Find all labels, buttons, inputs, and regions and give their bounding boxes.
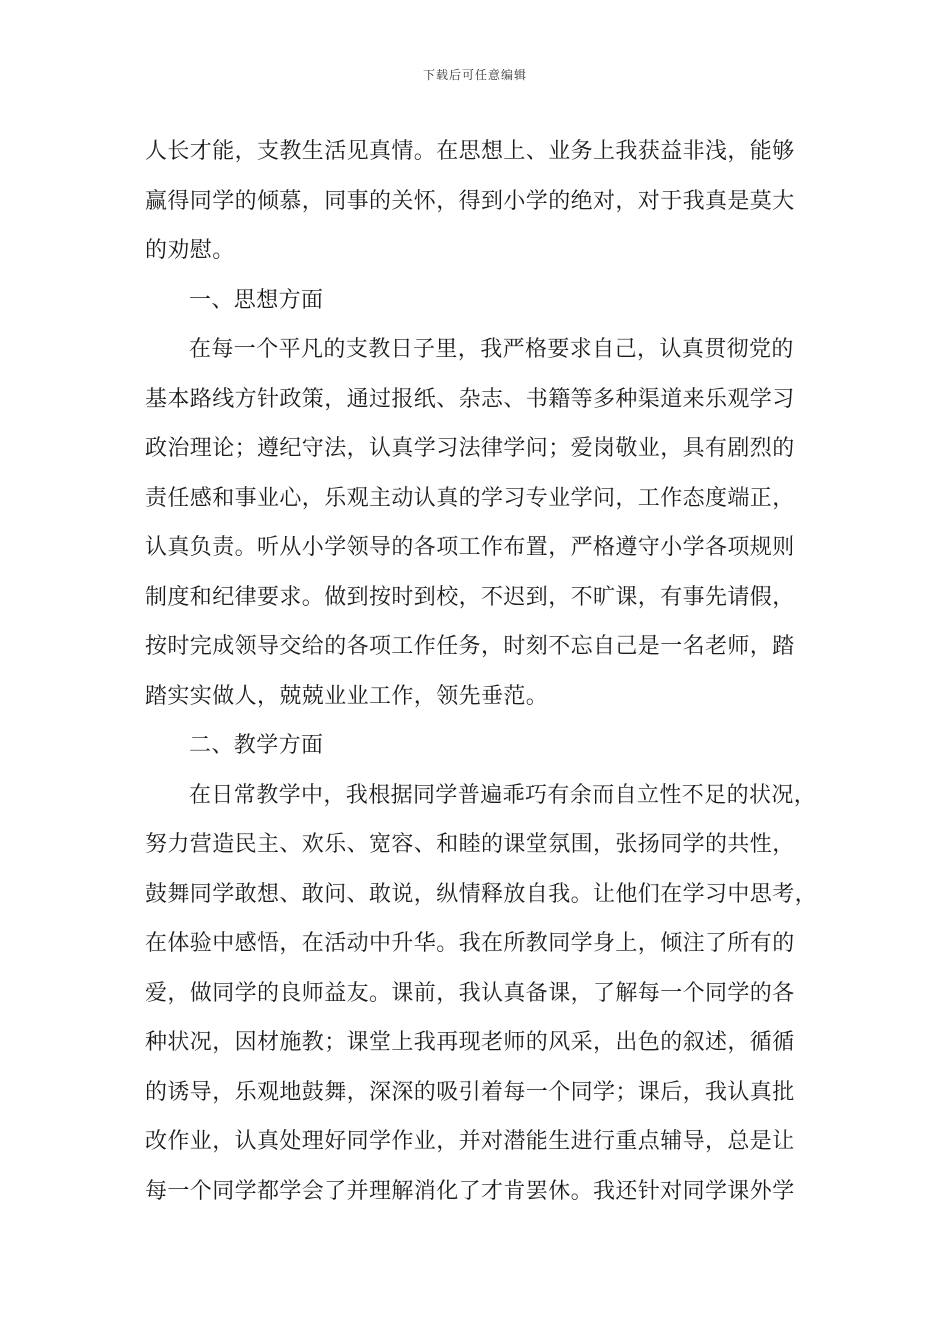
text-line: 种状况，因材施教；课堂上我再现老师的风采，出色的叙述，循循 <box>145 1030 795 1055</box>
page-header: 下载后可任意编辑 <box>422 68 527 82</box>
text-line: 制度和纪律要求。做到按时到校，不迟到，不旷课，有事先请假， <box>145 584 795 610</box>
section-heading: 一、思想方面 <box>189 287 324 313</box>
text-line: 鼓舞同学敢想、敢问、敢说，纵情释放自我。让他们在学习中思考， <box>145 881 818 907</box>
text-line: 基本路线方针政策，通过报纸、杂志、书籍等多种渠道来乐观学习 <box>145 386 795 412</box>
text-line: 在每一个平凡的支教日子里，我严格要求自己，认真贯彻党的 <box>189 337 794 362</box>
text-line: 人长才能，支教生活见真情。在思想上、业务上我获益非浅，能够 <box>145 139 795 164</box>
text-line: 政治理论；遵纪守法，认真学习法律学问；爱岗敬业，具有剧烈的 <box>145 436 795 461</box>
text-line: 责任感和事业心，乐观主动认真的学习专业学问，工作态度端正， <box>145 485 795 511</box>
text-line: 按时完成领导交给的各项工作任务，时刻不忘自己是一名老师，踏 <box>145 634 795 659</box>
text-line: 爱，做同学的良师益友。课前，我认真备课，了解每一个同学的各 <box>145 980 795 1006</box>
document-body <box>145 132 835 1221</box>
text-line: 认真负责。听从小学领导的各项工作布置，严格遵守小学各项规则 <box>145 535 795 560</box>
text-line: 在体验中感悟，在活动中升华。我在所教同学身上，倾注了所有的 <box>145 931 795 956</box>
text-line: 踏实实做人，兢兢业业工作，领先垂范。 <box>145 683 549 709</box>
section-heading: 二、教学方面 <box>189 733 324 758</box>
text-line: 每一个同学都学会了并理解消化了才肯罢休。我还针对同学课外学 <box>145 1178 795 1204</box>
text-line: 在日常教学中，我根据同学普遍乖巧有余而自立性不足的状况， <box>189 782 817 808</box>
text-line: 改作业，认真处理好同学作业，并对潜能生进行重点辅导，总是让 <box>145 1129 795 1154</box>
text-line: 的劝慰。 <box>145 238 235 263</box>
text-line: 努力营造民主、欢乐、宽容、和睦的课堂氛围，张扬同学的共性， <box>145 832 795 857</box>
text-line: 赢得同学的倾慕，同事的关怀，得到小学的绝对，对于我真是莫大 <box>145 188 795 214</box>
text-line: 的诱导，乐观地鼓舞，深深的吸引着每一个同学；课后，我认真批 <box>145 1079 795 1105</box>
